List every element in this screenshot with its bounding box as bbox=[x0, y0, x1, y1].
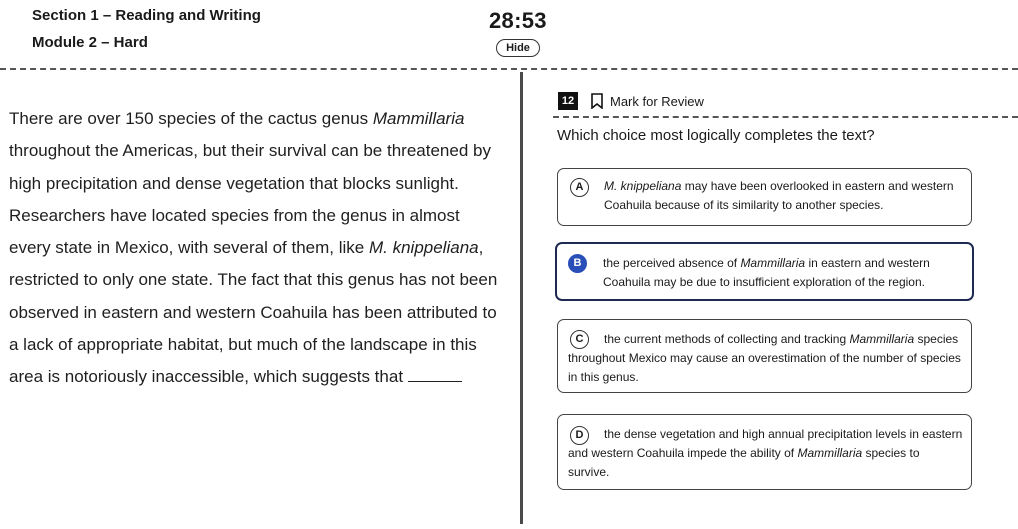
passage-species: M. knippeliana bbox=[368, 238, 479, 258]
hide-timer-button[interactable]: Hide bbox=[496, 39, 540, 57]
choice-a[interactable] bbox=[557, 168, 972, 226]
choice-a-italic: M. knippeliana bbox=[604, 179, 682, 193]
bookmark-icon bbox=[590, 93, 604, 109]
passage-text bbox=[9, 103, 499, 394]
choice-c-text bbox=[568, 330, 963, 387]
passage-part-2: throughout the Americas, but their survival can be threatened by high precipitation and dense vegetation that blocks sunlight. Researchers have located species from the genus in almost every state in Mexico, with several of them, like bbox=[9, 141, 491, 258]
test-header bbox=[0, 0, 1018, 66]
column-divider[interactable] bbox=[520, 72, 523, 524]
choice-c-pre: the current methods of collecting and tracking bbox=[604, 332, 850, 346]
module-title: Module 2 – Hard bbox=[32, 34, 148, 51]
section-title: Section 1 – Reading and Writing bbox=[32, 7, 261, 24]
choice-c[interactable] bbox=[557, 319, 972, 393]
choice-letter-c: C bbox=[570, 330, 589, 349]
passage-genus: Mammillaria bbox=[372, 109, 465, 128]
choice-letter-a: A bbox=[570, 178, 589, 197]
choice-a-text bbox=[604, 177, 964, 215]
passage-part-3: , restricted to only one state. The fact that this genus has not been observed in eastern and western Coahuila has been attributed to a lack of appropriate habitat, but much of the landscape in this area is notoriously inaccessible, which suggests that bbox=[9, 238, 498, 387]
choice-d[interactable] bbox=[557, 414, 972, 490]
choice-letter-b: B bbox=[568, 254, 587, 273]
header-divider bbox=[0, 68, 1018, 70]
answer-blank bbox=[408, 367, 462, 382]
choice-d-italic: Mammillaria bbox=[797, 446, 863, 460]
choice-letter-d: D bbox=[570, 426, 589, 445]
choice-a-body: may have been overlooked in eastern and western Coahuila because of its similarity to another species. bbox=[604, 179, 954, 212]
mark-for-review-button[interactable] bbox=[590, 93, 704, 109]
passage-part-1: There are over 150 species of the cactus genus bbox=[9, 109, 373, 128]
countdown-timer: 28:53 bbox=[489, 8, 547, 33]
choice-d-body: species to survive. bbox=[568, 446, 920, 479]
question-divider bbox=[553, 116, 1018, 118]
choice-b[interactable] bbox=[555, 242, 974, 301]
choice-d-pre: the dense vegetation and high annual precipitation levels in eastern and western Coahuila impede the ability of bbox=[568, 427, 963, 460]
choice-b-italic: Mammillaria bbox=[740, 256, 806, 270]
mark-for-review-label: Mark for Review bbox=[610, 93, 704, 109]
choice-b-text bbox=[603, 254, 969, 292]
choice-d-text bbox=[568, 425, 963, 482]
choice-c-body: species throughout Mexico may cause an overestimation of the number of species in this genus. bbox=[568, 332, 961, 384]
question-prompt: Which choice most logically completes the text? bbox=[557, 127, 875, 144]
choice-b-body: in eastern and western Coahuila may be due to insufficient exploration of the region. bbox=[603, 256, 930, 289]
choice-c-italic: Mammillaria bbox=[849, 332, 915, 346]
question-number: 12 bbox=[558, 92, 578, 110]
choice-b-pre: the perceived absence of bbox=[603, 256, 741, 270]
